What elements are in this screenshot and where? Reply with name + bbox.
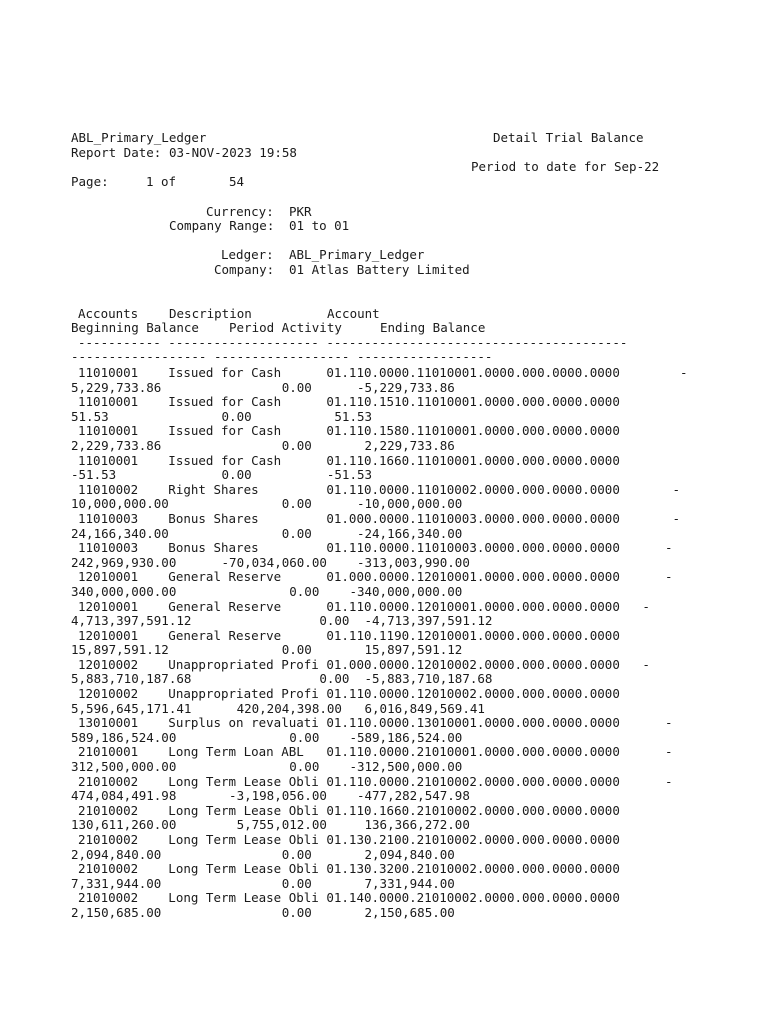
table-row (71, 687, 691, 716)
table-row (71, 804, 691, 833)
report-date-label: Report Date: (71, 145, 162, 160)
row-balance-line: 589,186,524.00 0.00 -589,186,524.00 (71, 729, 463, 745)
column-header-beginning-balance: Beginning Balance (71, 320, 199, 335)
table-row (71, 862, 691, 891)
page-of: of (161, 174, 177, 189)
header-rule-bottom: ------------------ ------------------ ------------------ (71, 349, 493, 364)
row-balance-line: 2,150,685.00 0.00 2,150,685.00 (71, 904, 455, 920)
table-row (71, 395, 691, 424)
row-balance-line: 340,000,000.00 0.00 -340,000,000.00 (71, 583, 463, 599)
row-account-line: 21010002 Long Term Lease Obli 01.140.0000.21010002.0000.000.0000.0000 (78, 890, 620, 906)
header-rule-top: ----------- -------------------- ---------------------------------------- (78, 335, 628, 350)
page-number: 1 (146, 174, 154, 189)
column-header-period-activity: Period Activity (229, 320, 342, 335)
table-row (71, 366, 691, 395)
column-header-account: Account (327, 306, 380, 321)
page-total: 54 (229, 174, 245, 189)
row-balance-line: 7,331,944.00 0.00 7,331,944.00 (71, 875, 455, 891)
table-row (71, 454, 691, 483)
row-account-line: 21010002 Long Term Lease Obli 01.110.0000.21010002.0000.000.0000.0000 - (78, 773, 673, 789)
row-balance-line: 2,094,840.00 0.00 2,094,840.00 (71, 846, 455, 862)
row-account-line: 12010002 Unappropriated Profi 01.110.0000.12010002.0000.000.0000.0000 (78, 686, 620, 702)
row-balance-line: 312,500,000.00 0.00 -312,500,000.00 (71, 759, 463, 775)
company-value: 01 Atlas Battery Limited (289, 262, 470, 277)
row-account-line: 11010001 Issued for Cash 01.110.1580.11010001.0000.000.0000.0000 (78, 423, 620, 439)
row-balance-line: 2,229,733.86 0.00 2,229,733.86 (71, 437, 455, 453)
row-account-line: 13010001 Surplus on revaluati 01.110.0000.13010001.0000.000.0000.0000 - (78, 715, 673, 731)
row-account-line: 21010002 Long Term Lease Obli 01.130.3200.21010002.0000.000.0000.0000 (78, 861, 620, 877)
table-row (71, 745, 691, 774)
row-balance-line: 4,713,397,591.12 0.00 -4,713,397,591.12 (71, 613, 493, 629)
row-balance-line: 5,883,710,187.68 0.00 -5,883,710,187.68 (71, 671, 493, 687)
report-date: 03-NOV-2023 19:58 (169, 145, 297, 160)
row-account-line: 12010002 Unappropriated Profi 01.000.0000.12010002.0000.000.0000.0000 - (78, 656, 650, 672)
trial-balance-rows (71, 366, 691, 921)
company-range-label: Company Range: (169, 218, 275, 233)
table-row (71, 600, 691, 629)
table-row (71, 424, 691, 453)
ledger-label: Ledger: (221, 247, 274, 262)
table-row (71, 658, 691, 687)
table-row (71, 541, 691, 570)
table-row (71, 833, 691, 862)
row-account-line: 12010001 General Reserve 01.110.1190.12010001.0000.000.0000.0000 (78, 627, 620, 643)
column-header-accounts: Accounts (78, 306, 139, 321)
row-account-line: 11010001 Issued for Cash 01.110.1660.11010001.0000.000.0000.0000 (78, 452, 620, 468)
row-account-line: 11010002 Right Shares 01.110.0000.11010002.0000.000.0000.0000 - (78, 481, 681, 497)
row-balance-line: 51.53 0.00 51.53 (71, 408, 373, 424)
table-row (71, 570, 691, 599)
table-row (71, 629, 691, 658)
table-row (71, 483, 691, 512)
company-range-value: 01 to 01 (289, 218, 350, 233)
row-balance-line: 24,166,340.00 0.00 -24,166,340.00 (71, 525, 463, 541)
company-label: Company: (214, 262, 275, 277)
row-account-line: 11010001 Issued for Cash 01.110.0000.11010001.0000.000.0000.0000 - (78, 365, 688, 380)
row-balance-line: 242,969,930.00 -70,034,060.00 -313,003,990.00 (71, 554, 470, 570)
column-header-ending-balance: Ending Balance (380, 320, 486, 335)
table-row (71, 512, 691, 541)
row-balance-line: 10,000,000.00 0.00 -10,000,000.00 (71, 496, 463, 512)
row-account-line: 11010003 Bonus Shares 01.000.0000.11010003.0000.000.0000.0000 - (78, 510, 681, 526)
row-balance-line: -51.53 0.00 -51.53 (71, 467, 373, 483)
row-balance-line: 15,897,591.12 0.00 15,897,591.12 (71, 642, 463, 658)
row-account-line: 11010003 Bonus Shares 01.110.0000.11010003.0000.000.0000.0000 - (78, 540, 673, 556)
currency-label: Currency: (206, 204, 274, 219)
row-account-line: 12010001 General Reserve 01.110.0000.12010001.0000.000.0000.0000 - (78, 598, 650, 614)
currency-value: PKR (289, 204, 312, 219)
column-header-description: Description (169, 306, 252, 321)
row-balance-line: 5,596,645,171.41 420,204,398.00 6,016,849,569.41 (71, 700, 485, 716)
row-account-line: 21010001 Long Term Loan ABL 01.110.0000.21010001.0000.000.0000.0000 - (78, 744, 673, 760)
page-label: Page: (71, 174, 109, 189)
period-label: Period to date for Sep-22 (471, 159, 660, 174)
ledger-title: ABL_Primary_Ledger (71, 130, 207, 145)
table-row (71, 891, 691, 920)
row-balance-line: 474,084,491.98 -3,198,056.00 -477,282,547.98 (71, 788, 470, 804)
table-row (71, 716, 691, 745)
report-title: Detail Trial Balance (493, 130, 644, 145)
row-account-line: 12010001 General Reserve 01.000.0000.12010001.0000.000.0000.0000 - (78, 569, 673, 585)
row-account-line: 11010001 Issued for Cash 01.110.1510.11010001.0000.000.0000.0000 (78, 394, 620, 410)
ledger-value: ABL_Primary_Ledger (289, 247, 425, 262)
row-account-line: 21010002 Long Term Lease Obli 01.110.1660.21010002.0000.000.0000.0000 (78, 802, 620, 818)
row-balance-line: 5,229,733.86 0.00 -5,229,733.86 (71, 379, 455, 395)
row-balance-line: 130,611,260.00 5,755,012.00 136,366,272.00 (71, 817, 470, 833)
table-row (71, 775, 691, 804)
row-account-line: 21010002 Long Term Lease Obli 01.130.2100.21010002.0000.000.0000.0000 (78, 832, 620, 847)
